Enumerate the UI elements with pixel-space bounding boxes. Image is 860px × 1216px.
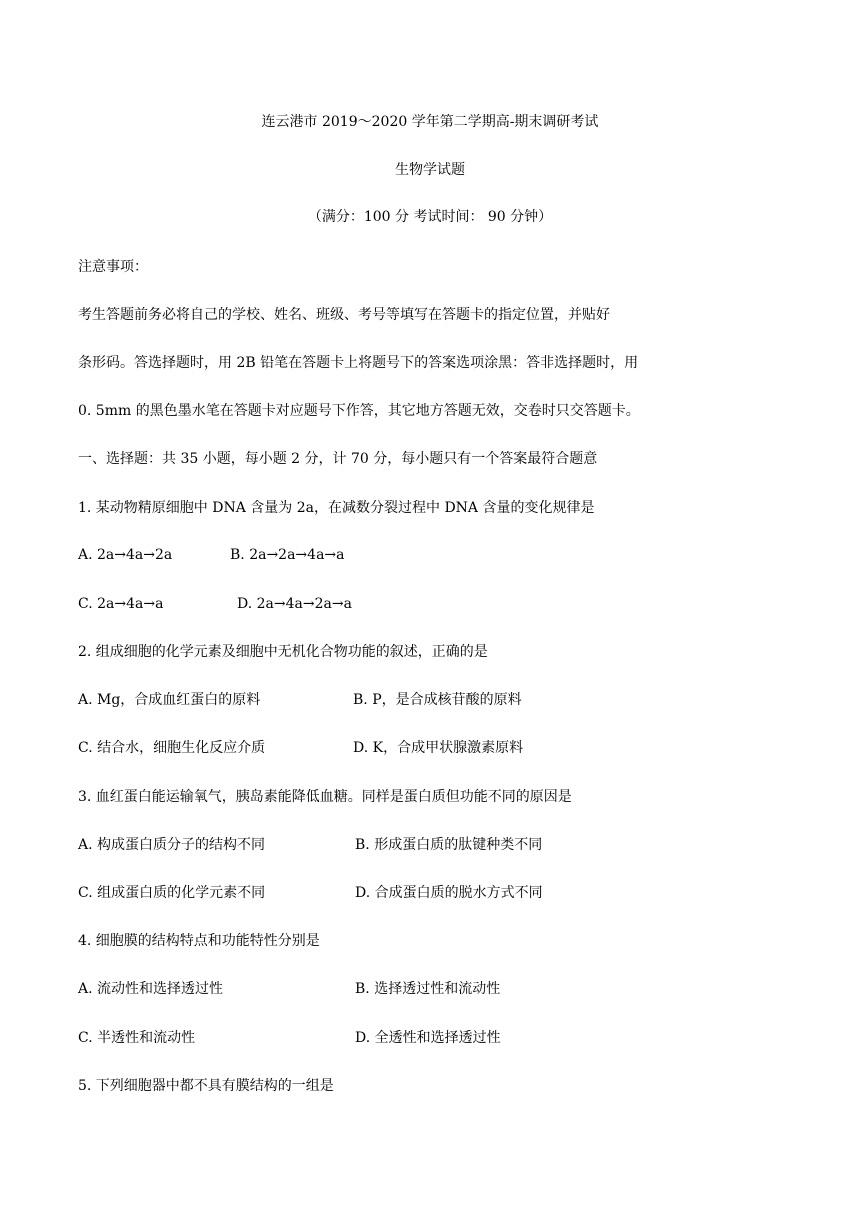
question-4-option-a: A. 流动性和选择透过性	[78, 981, 224, 997]
question-2-option-c: C. 结合水，细胞生化反应介质	[78, 740, 266, 756]
question-4-option-b: B. 选择透过性和流动性	[355, 981, 501, 997]
question-1-option-d: D. 2a→4a→2a→a	[237, 596, 352, 612]
question-2-option-b: B. P，是合成核苷酸的原料	[353, 692, 522, 708]
question-3-option-d: D. 合成蛋白质的脱水方式不同	[355, 885, 543, 901]
question-4-stem: 4. 细胞膜的结构特点和功能特性分别是	[78, 933, 320, 949]
question-5-stem: 5. 下列细胞器中都不具有膜结构的一组是	[78, 1078, 334, 1094]
subject-title: 生物学试题	[395, 162, 465, 178]
question-1-option-a: A. 2a→4a→2a	[78, 547, 173, 563]
question-3-option-a: A. 构成蛋白质分子的结构不同	[78, 837, 266, 853]
question-3-option-c: C. 组成蛋白质的化学元素不同	[78, 885, 266, 901]
question-3-stem: 3. 血红蛋白能运输氧气，胰岛素能降低血糖。同样是蛋白质但功能不同的原因是	[78, 789, 572, 805]
question-4-option-c: C. 半透性和流动性	[78, 1030, 196, 1046]
notice-line-2: 条形码。答选择题时，用 2B 铅笔在答题卡上将题号下的答案选项涂黑：答非选择题时，用	[78, 355, 639, 371]
notice-heading: 注意事项：	[78, 259, 148, 275]
question-2-stem: 2. 组成细胞的化学元素及细胞中无机化合物功能的叙述，正确的是	[78, 644, 488, 660]
section-heading: 一、选择题：共 35 小题，每小题 2 分，计 70 分，每小题只有一个答案最符合题意	[78, 451, 598, 467]
notice-line-3: 0. 5mm 的黑色墨水笔在答题卡对应题号下作答，其它地方答题无效，交卷时只交答题卡。	[78, 403, 640, 419]
question-2-option-d: D. K，合成甲状腺激素原料	[353, 740, 524, 756]
question-1-stem: 1. 某动物精原细胞中 DNA 含量为 2a，在减数分裂过程中 DNA 含量的变化规律是	[78, 500, 595, 516]
notice-line-1: 考生答题前务必将自己的学校、姓名、班级、考号等填写在答题卡的指定位置，并贴好	[78, 307, 610, 323]
question-1-option-c: C. 2a→4a→a	[78, 596, 164, 612]
question-3-option-b: B. 形成蛋白质的肽键种类不同	[355, 837, 543, 853]
question-4-option-d: D. 全透性和选择透过性	[355, 1030, 501, 1046]
question-2-option-a: A. Mg，合成血红蛋白的原料	[78, 692, 261, 708]
exam-meta: （满分：100 分 考试时间： 90 分钟）	[307, 209, 553, 225]
question-1-option-b: B. 2a→2a→4a→a	[230, 547, 345, 563]
exam-title: 连云港市 2019～2020 学年第二学期高-期末调研考试	[261, 114, 599, 130]
